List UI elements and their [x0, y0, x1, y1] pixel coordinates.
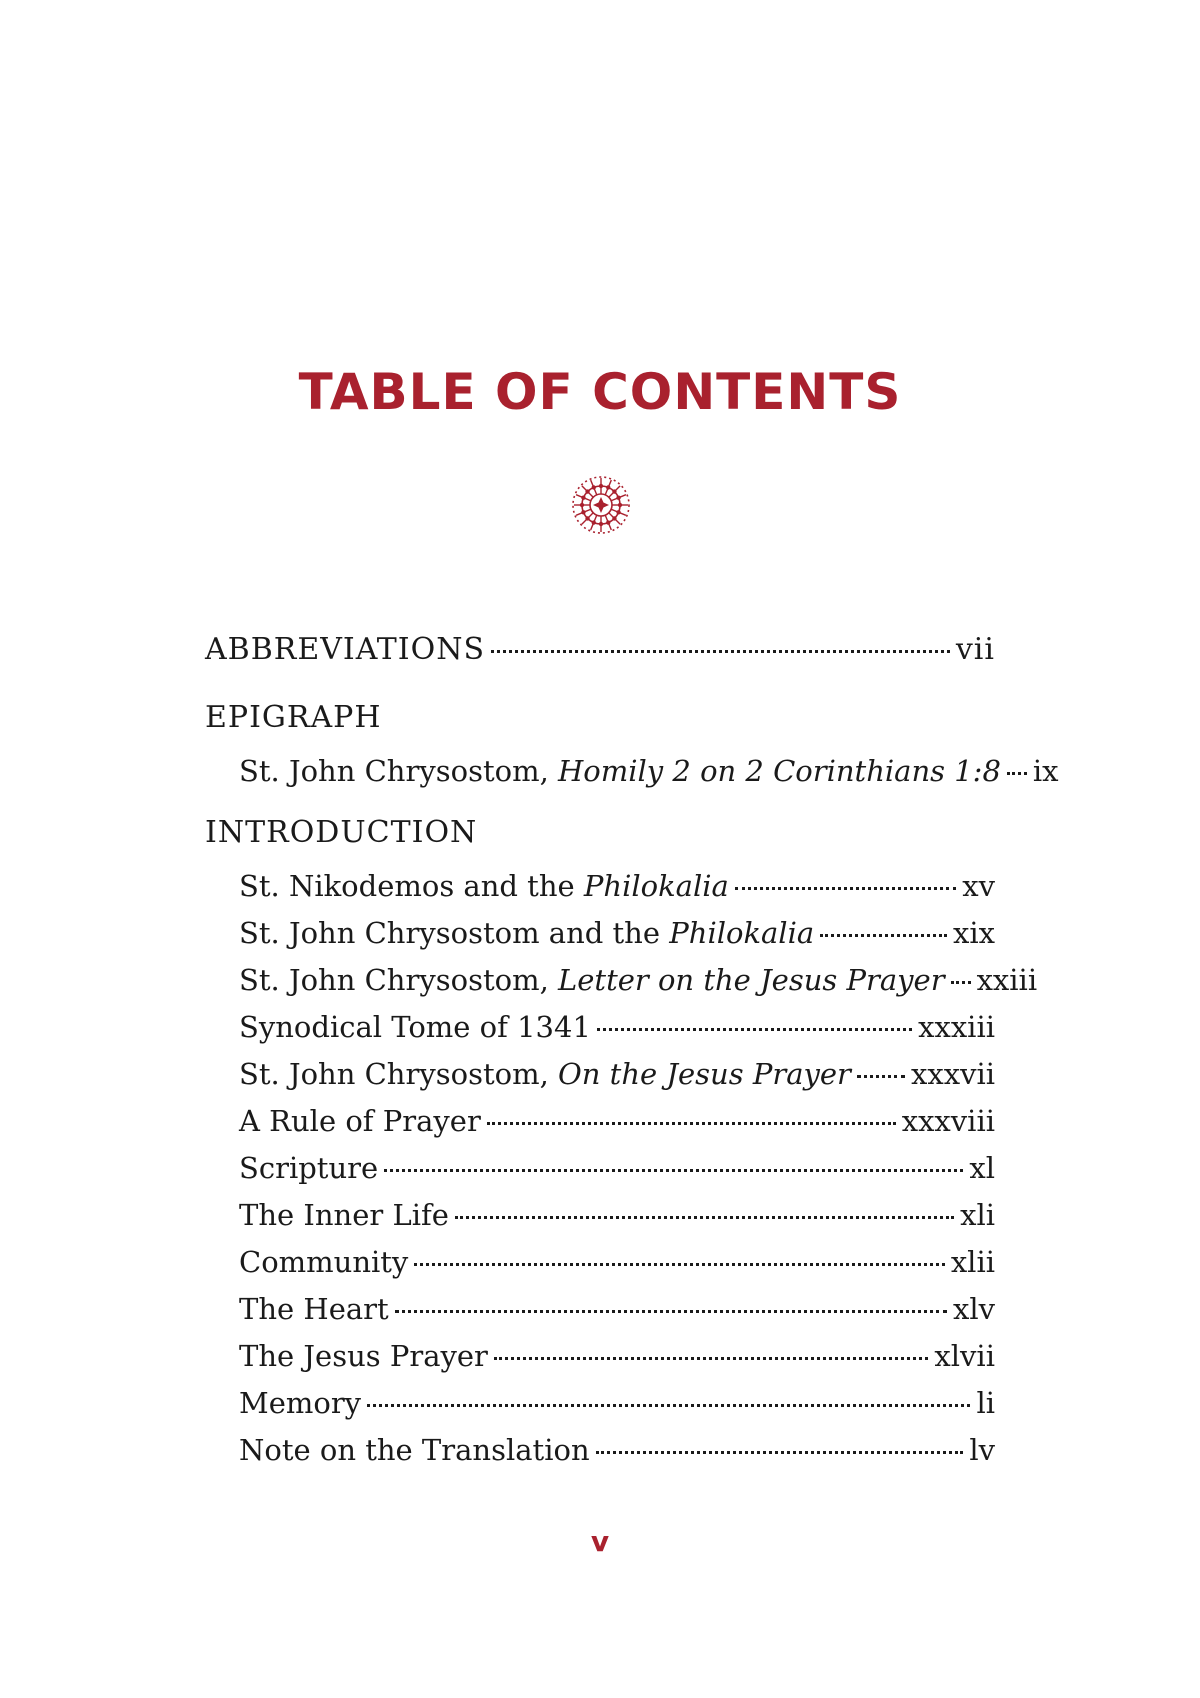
toc-entry-page: lv: [969, 1433, 995, 1467]
dot-leader: [491, 650, 950, 653]
toc-entry-label: St. John Chrysostom, Letter on the Jesus Prayer: [239, 963, 945, 997]
toc-entry[interactable]: [205, 1333, 995, 1380]
toc-entry-page: xlvii: [934, 1339, 995, 1373]
rosette-leaf: [581, 510, 585, 514]
toc-entry-page: xl: [969, 1151, 995, 1185]
toc-entry-page: li: [976, 1386, 995, 1420]
rosette-leaf: [599, 484, 603, 488]
toc-entry-page: xix: [953, 916, 995, 950]
toc-entry-label: St. John Chrysostom and the Philokalia: [239, 916, 815, 950]
table-of-contents: [205, 620, 1059, 1474]
rosette-leaf: [606, 485, 610, 489]
page-title: TABLE OF CONTENTS: [298, 362, 902, 421]
toc-entry-label: Community: [239, 1245, 409, 1279]
toc-entry[interactable]: [205, 1004, 995, 1051]
rosette-leaf: [606, 520, 610, 524]
rosette-leaf: [612, 516, 616, 520]
dot-leader: [384, 1169, 963, 1172]
toc-entry-label: The Inner Life: [239, 1198, 449, 1232]
toc-entry[interactable]: [205, 1098, 995, 1145]
toc-entry-label: St. Nikodemos and the Philokalia: [239, 869, 729, 903]
dot-leader: [597, 1028, 912, 1031]
page-number: v: [590, 1525, 610, 1558]
dot-leader: [494, 1357, 929, 1360]
toc-entry-page: ix: [1032, 754, 1059, 788]
toc-entry-page: xv: [962, 869, 995, 903]
rosette-leaf: [585, 489, 589, 493]
rosette-leaf: [592, 520, 596, 524]
dot-leader: [1007, 772, 1027, 775]
toc-entry-page: xli: [960, 1198, 995, 1232]
dot-leader: [951, 981, 971, 984]
toc-section-abbreviations: [205, 620, 995, 680]
toc-entry[interactable]: [205, 1427, 995, 1474]
rosette-leaf: [581, 496, 585, 500]
toc-entry[interactable]: [205, 1192, 995, 1239]
toc-entry-page: xlv: [952, 1292, 995, 1326]
toc-entry[interactable]: [205, 1145, 995, 1192]
rosette-leaf: [592, 485, 596, 489]
rosette-leaf: [585, 516, 589, 520]
toc-entry-label: ABBREVIATIONS: [205, 632, 486, 667]
toc-entry[interactable]: [205, 748, 1059, 795]
rosette-ornament-icon: [569, 473, 633, 537]
dot-leader: [596, 1451, 964, 1454]
toc-heading-introduction: [205, 803, 995, 863]
rosette-leaf: [599, 522, 603, 526]
dot-leader: [395, 1310, 947, 1313]
toc-entry[interactable]: [205, 1286, 995, 1333]
toc-entry[interactable]: [205, 863, 995, 910]
toc-entry-page: xlii: [950, 1245, 995, 1279]
toc-entry[interactable]: [205, 1380, 995, 1427]
dot-leader: [414, 1263, 944, 1266]
toc-entry-label: Synodical Tome of 1341: [239, 1010, 591, 1044]
toc-entry-page: xxiii: [976, 963, 1038, 997]
dot-leader: [487, 1122, 896, 1125]
toc-entry-label: A Rule of Prayer: [239, 1104, 481, 1138]
toc-entry-label: St. John Chrysostom, Homily 2 on 2 Corinthians 1:8: [239, 754, 1001, 788]
toc-heading-label: EPIGRAPH: [205, 700, 382, 735]
rosette-leaf: [616, 496, 620, 500]
toc-entry-page: xxxvii: [911, 1057, 995, 1091]
toc-entry-label: St. John Chrysostom, On the Jesus Prayer: [239, 1057, 851, 1091]
toc-entry[interactable]: [205, 1239, 995, 1286]
toc-entry[interactable]: [205, 910, 995, 957]
toc-entry-abbreviations[interactable]: [205, 620, 995, 680]
rosette-leaf: [580, 503, 584, 507]
toc-entry[interactable]: [205, 1051, 995, 1098]
rosette-leaf: [612, 489, 616, 493]
toc-entry-label: The Heart: [239, 1292, 389, 1326]
toc-heading-epigraph: [205, 688, 995, 748]
dot-leader: [820, 934, 947, 937]
toc-heading-label: INTRODUCTION: [205, 815, 478, 850]
toc-entry[interactable]: [205, 957, 1038, 1004]
dot-leader: [367, 1404, 970, 1407]
rosette-leaf: [618, 503, 622, 507]
rosette-ornament-center: [593, 497, 609, 513]
toc-entry-label: The Jesus Prayer: [239, 1339, 488, 1373]
toc-entry-label: Note on the Translation: [239, 1433, 590, 1467]
toc-entry-page: xxxiii: [918, 1010, 995, 1044]
dot-leader: [735, 887, 956, 890]
dot-leader: [455, 1216, 954, 1219]
dot-leader: [857, 1075, 905, 1078]
toc-entry-page: vii: [955, 632, 995, 667]
rosette-leaf: [616, 510, 620, 514]
toc-entry-label: Scripture: [239, 1151, 379, 1185]
toc-section-introduction: [205, 803, 1038, 1474]
toc-entry-page: xxxviii: [901, 1104, 995, 1138]
toc-section-epigraph: [205, 688, 1059, 795]
toc-entry-label: Memory: [239, 1386, 362, 1420]
